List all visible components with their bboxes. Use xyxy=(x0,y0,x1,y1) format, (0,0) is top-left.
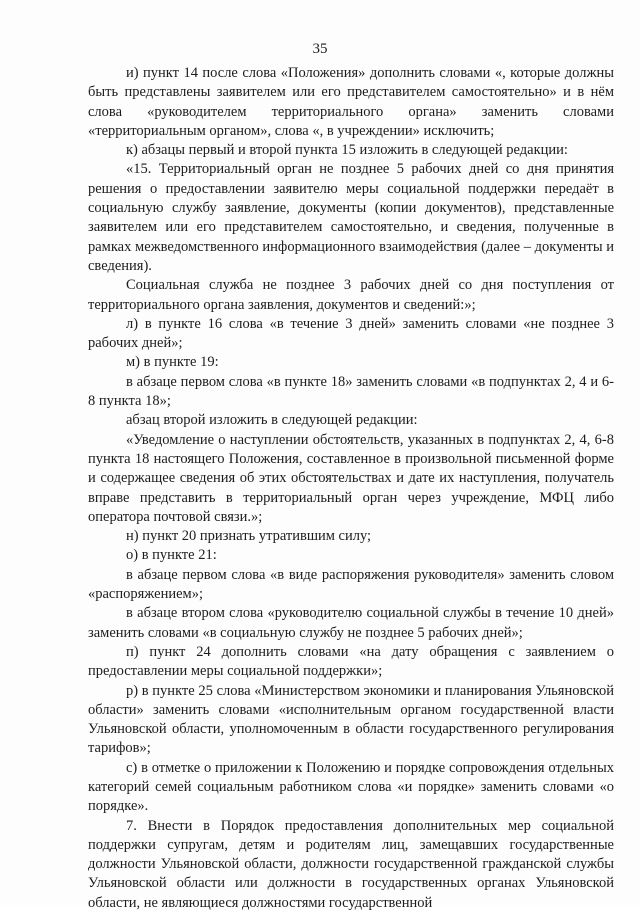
paragraph-social-service: Социальная служба не позднее 3 рабочих дней со дня поступления от территориального органа заявления, документов и сведений:»; xyxy=(88,277,614,313)
paragraph-item-m-second: абзац второй изложить в следующей редакции: xyxy=(126,412,418,429)
paragraph-item-o: о) в пункте 21: xyxy=(126,547,217,564)
paragraph-point-15: «15. Территориальный орган не позднее 5 рабочих дней со дня принятия решения о предоставлении заявителю меры социальной поддержки передаёт в социальную службу заявление, документы (копии документов), представленные заявителем или его представителем самостоятельно, и сведения, полученные в рамках межведомственного информационного взаимодействия (далее – документы и сведения). xyxy=(88,161,614,274)
paragraph-section-7: 7. Внести в Порядок предоставления дополнительных мер социальной поддержки супругам, детям и родителям лиц, замещавших государственные должности Ульяновской области, должности государственной гражданской службы Ульяновской области или должности в государственных органах Ульяновской области, не являющиеся должностями государственной xyxy=(88,817,614,911)
paragraph-item-n: н) пункт 20 признать утратившим силу; xyxy=(126,528,372,545)
paragraph-item-p: п) пункт 24 дополнить словами «на дату обращения с заявлением о предоставлении меры социальной поддержки»; xyxy=(88,643,614,680)
page-number: 35 xyxy=(312,41,328,57)
paragraph-item-o-first: в абзаце первом слова «в виде распоряжения руководителя» заменить словом «распоряжением»; xyxy=(88,566,614,603)
paragraph-item-s: с) в отметке о приложении к Положению и порядке сопровождения отдельных категорий семей социальным работником слова «и порядке» заменить словами «о порядке». xyxy=(88,759,614,815)
paragraph-item-k: к) абзацы первый и второй пункта 15 изложить в следующей редакции: xyxy=(126,142,568,159)
paragraph-item-o-second: в абзаце втором слова «руководителю социальной службы в течение 10 дней» заменить словами «в социальную службу не позднее 5 рабочих дней»; xyxy=(88,605,614,641)
paragraph-notification: «Уведомление о наступлении обстоятельств, указанных в подпунктах 2, 4, 6-8 пункта 18 настоящего Положения, составленное в произвольной письменной форме и содержащее сведения об этих обстоятельствах и дате их наступления, получатель вправе представить в территориальный орган через учреждение, МФЦ либо оператора почтовой связи.»; xyxy=(88,431,614,525)
paragraph-item-r: р) в пункте 25 слова «Министерством экономики и планирования Ульяновской области» заменить словами «исполнительным органом государственной власти Ульяновской области, уполномоченным в области государственного регулирования тарифов»; xyxy=(88,682,614,757)
paragraph-item-m: м) в пункте 19: xyxy=(126,354,219,371)
paragraph-item-l: л) в пункте 16 слова «в течение 3 дней» заменить словами «не позднее 3 рабочих дней»; xyxy=(88,315,614,352)
paragraph-item-m-first: в абзаце первом слова «в пункте 18» заменить словами «в подпунктах 2, 4 и 6-8 пункта 18»; xyxy=(88,373,614,410)
paragraph-item-i: и) пункт 14 после слова «Положения» дополнить словами «, которые должны быть представлены заявителем или его представителем самостоятельно» и в нём слова «руководителем территориального органа» заменить словами «территориальным органом», слова «, в учреждении» исключить; xyxy=(88,65,614,139)
document-body xyxy=(88,64,614,913)
